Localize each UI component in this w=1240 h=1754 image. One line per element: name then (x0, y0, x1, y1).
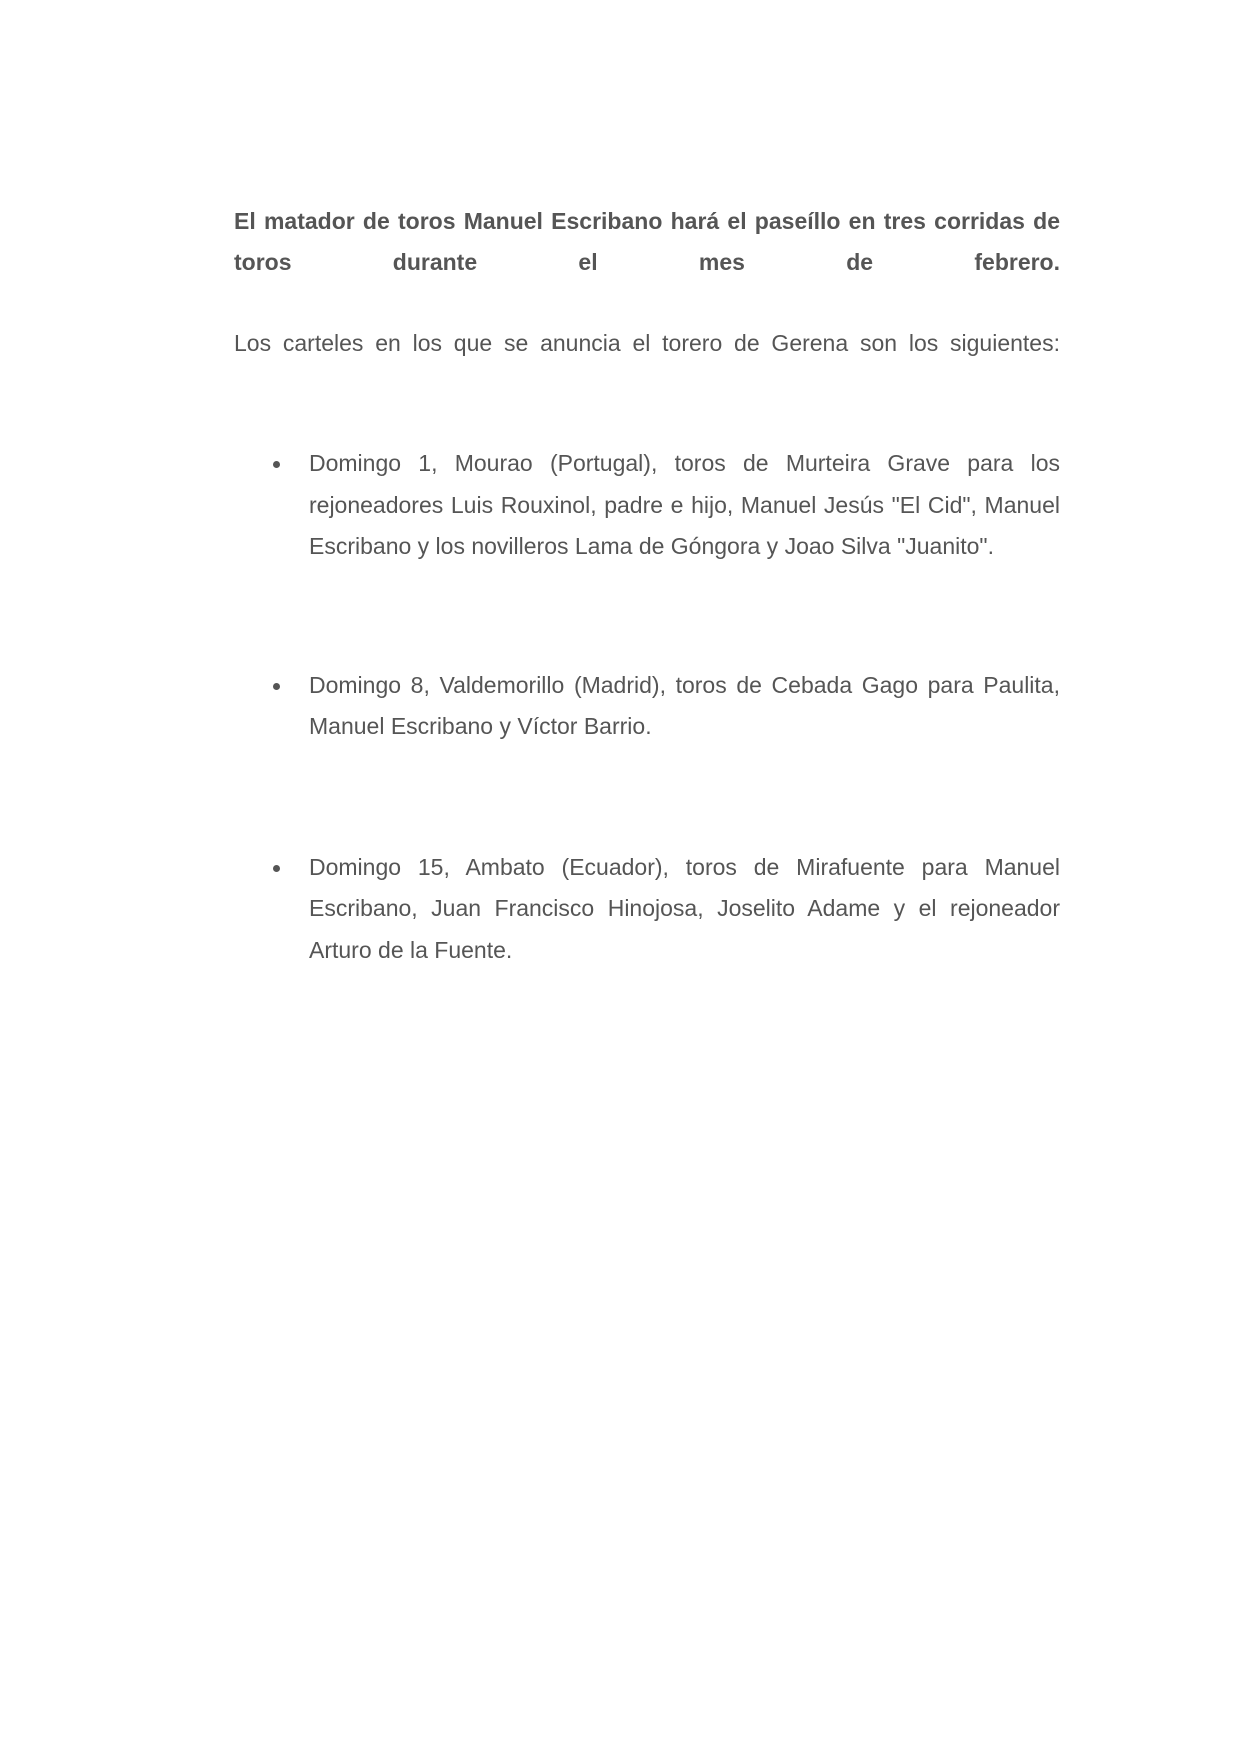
headline: El matador de toros Manuel Escribano hará el paseíllo en tres corridas de toros durante el mes de febrero. (234, 208, 1060, 275)
bullet-icon (273, 683, 280, 690)
list-item (234, 665, 1060, 748)
intro-paragraph: Los carteles en los que se anuncia el torero de Gerena son los siguientes: (234, 330, 1060, 356)
list-item-text: Domingo 1, Mourao (Portugal), toros de Murteira Grave para los rejoneadores Luis Rouxinol, padre e hijo, Manuel Jesús "El Cid", Manuel Escribano y los novilleros Lama de Góngora y Joao Silva "Juanito". (309, 450, 1060, 559)
bullet-icon (273, 461, 280, 468)
events-list (234, 443, 1060, 971)
article-body (234, 201, 1060, 971)
list-item-text: Domingo 15, Ambato (Ecuador), toros de Mirafuente para Manuel Escribano, Juan Francisco Hinojosa, Joselito Adame y el rejoneador Arturo de la Fuente. (309, 853, 1060, 963)
bullet-icon (273, 865, 280, 872)
list-item (234, 443, 1060, 568)
list-item (234, 847, 1060, 972)
list-item-text: Domingo 8, Valdemorillo (Madrid), toros de Cebada Gago para Paulita, Manuel Escribano y Víctor Barrio. (309, 671, 1060, 739)
